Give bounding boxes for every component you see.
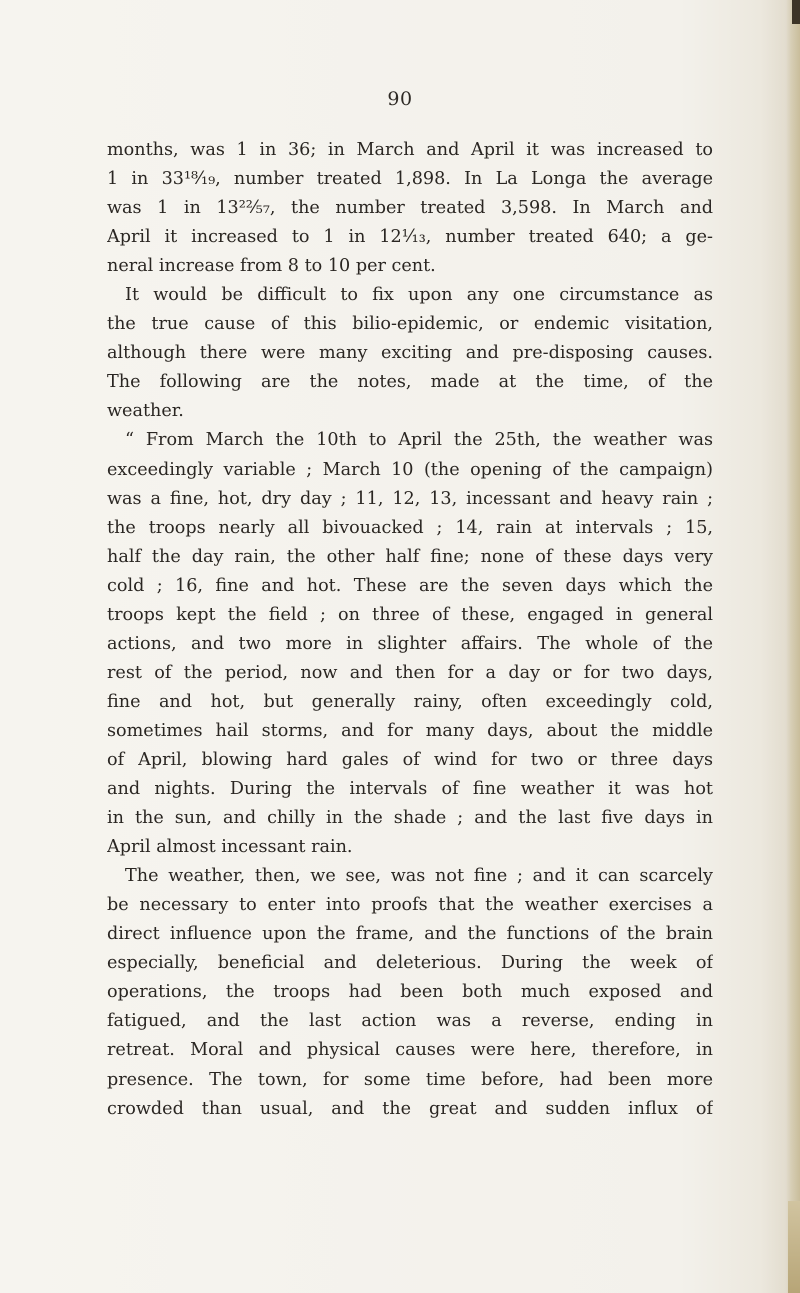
text-line: be necessary to enter into proofs that the weather exercises a (107, 895, 713, 916)
text-line: The following are the notes, made at the time, of the (107, 372, 713, 393)
text-line: presence. The town, for some time before, had been more (107, 1069, 713, 1090)
text-line: rest of the period, now and then for a day or for two days, (107, 662, 713, 683)
text-line: cold ; 16, fine and hot. These are the seven days which the (107, 575, 713, 596)
text-line: troops kept the field ; on three of these, engaged in general (107, 604, 713, 625)
text-line: April it increased to 1 in 12¹⁄₁₃, number treated 640; a ge- (107, 227, 713, 248)
page-number: 90 (387, 88, 413, 110)
text-line: of April, blowing hard gales of wind for two or three days (107, 749, 713, 770)
text-line: It would be difficult to fix upon any one circumstance as (125, 285, 713, 306)
text-line: was a fine, hot, dry day ; 11, 12, 13, incessant and heavy rain ; (107, 488, 713, 509)
text-line: the troops nearly all bivouacked ; 14, rain at intervals ; 15, (107, 517, 713, 538)
binding-mark-bottom (788, 1201, 800, 1293)
text-line: weather. (107, 401, 184, 422)
text-line: although there were many exciting and pre-disposing causes. (107, 343, 713, 364)
text-line: “ From March the 10th to April the 25th, the weather was (125, 430, 713, 451)
binding-mark-top (792, 0, 800, 24)
text-line: 1 in 33¹⁸⁄₁₉, number treated 1,898. In La Longa the average (107, 169, 713, 190)
text-line: neral increase from 8 to 10 per cent. (107, 256, 436, 277)
text-line: sometimes hail storms, and for many days, about the middle (107, 720, 713, 741)
text-line: The weather, then, we see, was not fine ; and it can scarcely (125, 866, 713, 887)
text-line: actions, and two more in slighter affairs. The whole of the (107, 633, 713, 654)
page-edge-shadow (786, 0, 800, 1293)
text-line: and nights. During the intervals of fine weather it was hot (107, 779, 713, 800)
text-line: months, was 1 in 36; in March and April it was increased to (107, 140, 713, 160)
text-line: was 1 in 13²²⁄₅₇, the number treated 3,598. In March and (107, 198, 713, 219)
text-line: fine and hot, but generally rainy, often exceedingly cold, (107, 691, 713, 712)
text-line: retreat. Moral and physical causes were here, therefore, in (107, 1040, 713, 1061)
text-line: the true cause of this bilio-epidemic, or endemic visitation, (107, 314, 713, 335)
body-text (107, 136, 713, 1124)
text-line: fatigued, and the last action was a reverse, ending in (107, 1011, 713, 1032)
text-line: in the sun, and chilly in the shade ; and the last five days in (107, 808, 713, 829)
text-line: direct influence upon the frame, and the functions of the brain (107, 924, 713, 945)
text-line: exceedingly variable ; March 10 (the opening of the campaign) (107, 459, 713, 480)
text-line: especially, beneficial and deleterious. During the week of (107, 953, 713, 974)
text-line: April almost incessant rain. (107, 837, 353, 858)
text-line: crowded than usual, and the great and sudden influx of (107, 1098, 713, 1119)
text-line: half the day rain, the other half fine; none of these days very (107, 546, 713, 567)
text-line: operations, the troops had been both much exposed and (107, 982, 713, 1003)
